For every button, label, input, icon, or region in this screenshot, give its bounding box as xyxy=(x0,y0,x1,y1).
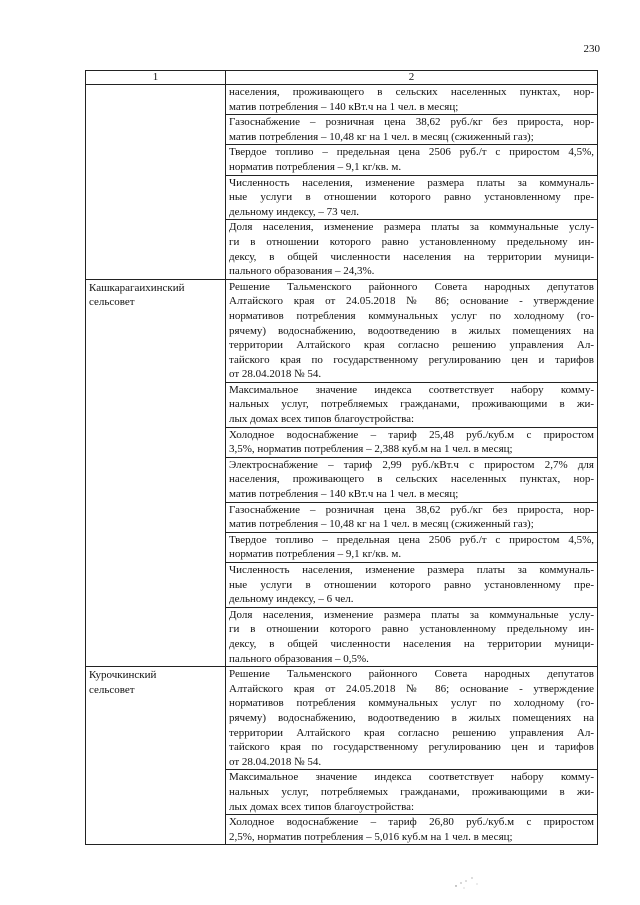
text-line: населения, проживающего в сельских населенных пунктах, нор- xyxy=(229,473,594,486)
description-paragraph xyxy=(226,608,597,666)
text-line: пального образования – 24,3%. xyxy=(229,265,375,278)
text-line: ги в отношении которого равно установленному предельному ин- xyxy=(229,623,594,636)
settlement-name-line: Кашкарагаихинский xyxy=(89,281,185,294)
description-paragraph xyxy=(226,115,597,145)
text-line: норматив потребления – 9,1 кг/кв. м. xyxy=(229,548,402,561)
text-line: Холодное водоснабжение – тариф 25,48 руб./куб.м с приростом xyxy=(229,428,594,441)
description-paragraph xyxy=(226,145,597,175)
table-row xyxy=(86,279,598,666)
description-paragraph xyxy=(226,85,597,115)
settlement-name-line: сельсовет xyxy=(89,296,135,309)
text-line: Решение Тальменского районного Совета народных депутатов xyxy=(229,280,594,293)
text-line: тайского края по государственному регулированию цен и тарифов xyxy=(229,741,594,754)
text-line: рячему) водоснабжению, водоотведению в жилых помещениях на xyxy=(229,711,594,724)
description-paragraph xyxy=(226,220,597,278)
description-paragraph xyxy=(226,667,597,770)
text-line: ные услуги в отношении которого равно установленному пре- xyxy=(229,191,594,204)
text-line: матив потребления – 140 кВт.ч на 1 чел. в месяц; xyxy=(229,488,459,501)
text-line: дельному индексу, – 73 чел. xyxy=(229,205,359,218)
description-paragraph xyxy=(226,280,597,383)
text-line: населения, проживающего в сельских населенных пунктах, нор- xyxy=(229,86,594,98)
text-line: матив потребления – 10,48 кг на 1 чел. в месяц (сжиженный газ); xyxy=(229,518,534,531)
text-line: Алтайского края от 24.05.2018 № 86; основание - утверждение xyxy=(229,295,594,308)
column-header-1: 1 xyxy=(86,71,226,85)
text-line: дексу, в общей численности населения на территории муници- xyxy=(229,637,594,650)
settlement-name-cell xyxy=(86,85,226,280)
description-paragraph xyxy=(226,428,597,458)
table-header-row xyxy=(86,71,598,85)
text-line: Численность населения, изменение размера платы за коммуналь- xyxy=(229,564,594,576)
text-line: 3,5%, норматив потребления – 2,388 куб.м на 1 чел. в месяц; xyxy=(229,443,513,456)
description-paragraph xyxy=(226,563,597,608)
text-line: Твердое топливо – предельная цена 2506 руб./т с приростом 4,5%, xyxy=(229,146,594,159)
text-line: норматив потребления – 9,1 кг/кв. м. xyxy=(229,160,402,173)
description-paragraph xyxy=(226,176,597,221)
text-line: дексу, в общей численности населения на территории муници- xyxy=(229,250,594,263)
text-line: 2,5%, норматив потребления – 5,016 куб.м на 1 чел. в месяц; xyxy=(229,830,513,843)
text-line: нальных услуг, потребляемых гражданами, проживающими в жи- xyxy=(229,785,594,798)
text-line: Доля населения, изменение размера платы за коммунальные услу- xyxy=(229,221,594,234)
text-line: Максимальное значение индекса соответствует набору комму- xyxy=(229,383,594,396)
text-line: матив потребления – 140 кВт.ч на 1 чел. в месяц; xyxy=(229,100,459,113)
text-line: дельному индексу, – 6 чел. xyxy=(229,593,354,606)
tariff-description-cell xyxy=(226,85,598,280)
scan-speck-marks xyxy=(452,874,482,892)
text-line: лых домах всех типов благоустройства: xyxy=(229,413,415,426)
tariff-table xyxy=(85,70,598,845)
text-line: нормативов потребления коммунальных услуг по холодному (го- xyxy=(229,309,594,322)
description-paragraph xyxy=(226,533,597,563)
text-line: Доля населения, изменение размера платы за коммунальные услу- xyxy=(229,608,594,621)
settlement-name-cell xyxy=(86,279,226,666)
settlement-name-line: Курочкинский xyxy=(89,669,157,682)
text-line: Твердое топливо – предельная цена 2506 руб./т с приростом 4,5%, xyxy=(229,533,594,546)
description-paragraph xyxy=(226,815,597,844)
text-line: Холодное водоснабжение – тариф 26,80 руб./куб.м с приростом xyxy=(229,816,594,829)
tariff-description-cell xyxy=(226,667,598,845)
description-paragraph xyxy=(226,503,597,533)
text-line: нормативов потребления коммунальных услуг по холодному (го- xyxy=(229,697,594,710)
text-line: рячему) водоснабжению, водоотведению в жилых помещениях на xyxy=(229,324,594,337)
text-line: матив потребления – 10,48 кг на 1 чел. в месяц (сжиженный газ); xyxy=(229,130,534,143)
text-line: тайского края по государственному регулированию цен и тарифов xyxy=(229,353,594,366)
text-line: Решение Тальменского районного Совета народных депутатов xyxy=(229,668,594,681)
description-paragraph xyxy=(226,383,597,428)
text-line: Максимальное значение индекса соответствует набору комму- xyxy=(229,771,594,784)
text-line: пального образования – 0,5%. xyxy=(229,652,369,665)
text-line: от 28.04.2018 № 54. xyxy=(229,755,322,768)
text-line: территории Алтайского края согласно решению управления Ал- xyxy=(229,726,594,739)
tariff-description-cell xyxy=(226,279,598,666)
page-number: 230 xyxy=(583,43,600,55)
text-line: Газоснабжение – розничная цена 38,62 руб./кг без прироста, нор- xyxy=(229,116,594,129)
text-line: территории Алтайского края согласно решению управления Ал- xyxy=(229,339,594,352)
text-line: от 28.04.2018 № 54. xyxy=(229,368,322,381)
text-line: Алтайского края от 24.05.2018 № 86; основание - утверждение xyxy=(229,682,594,695)
text-line: нальных услуг, потребляемых гражданами, проживающими в жи- xyxy=(229,398,594,411)
text-line: ги в отношении которого равно установленному предельному ин- xyxy=(229,235,594,248)
text-line: ные услуги в отношении которого равно установленному пре- xyxy=(229,578,594,591)
table-row xyxy=(86,85,598,280)
text-line: Электроснабжение – тариф 2,99 руб./кВт.ч с приростом 2,7% для xyxy=(229,458,594,471)
table-row xyxy=(86,667,598,845)
description-paragraph xyxy=(226,458,597,503)
text-line: Газоснабжение – розничная цена 38,62 руб./кг без прироста, нор- xyxy=(229,503,594,516)
description-paragraph xyxy=(226,770,597,815)
settlement-name-line: сельсовет xyxy=(89,683,135,696)
text-line: Численность населения, изменение размера платы за коммуналь- xyxy=(229,176,594,189)
settlement-name-cell xyxy=(86,667,226,845)
column-header-2: 2 xyxy=(226,71,598,85)
text-line: лых домах всех типов благоустройства: xyxy=(229,800,415,813)
